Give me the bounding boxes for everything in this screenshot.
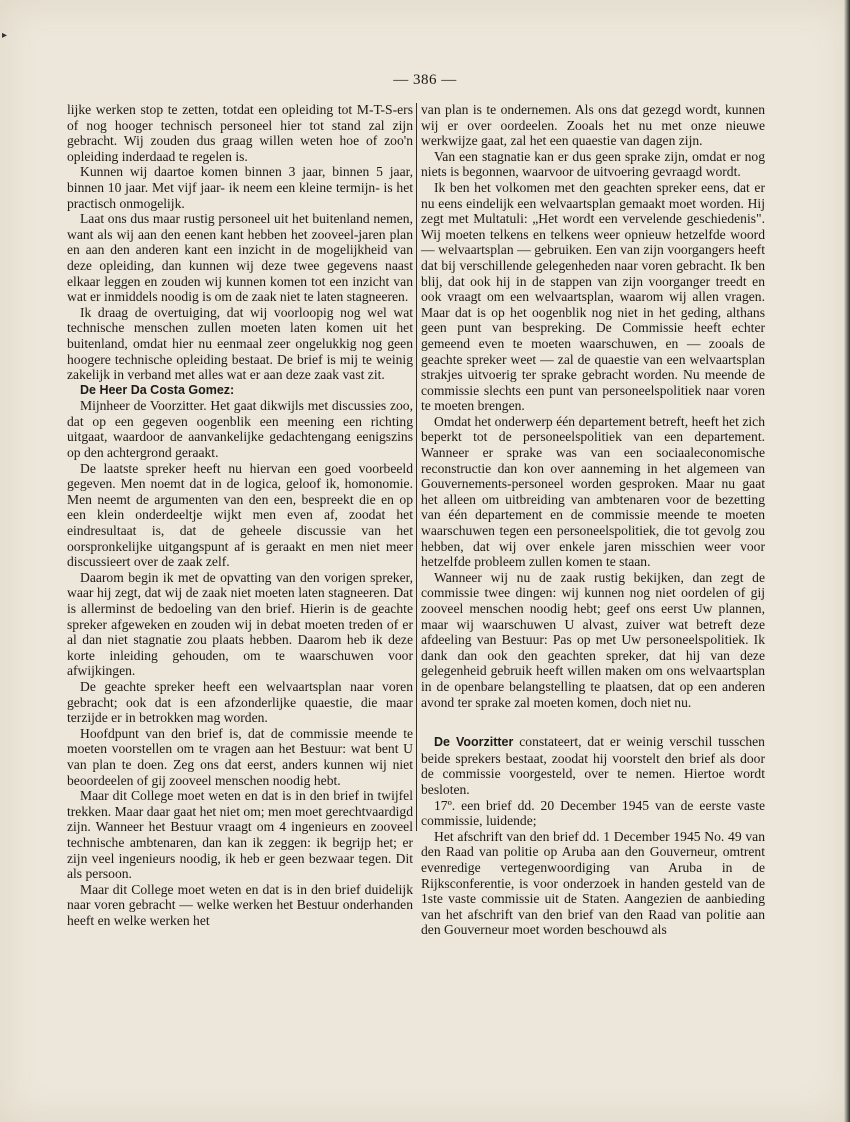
paragraph: Kunnen wij daartoe komen binnen 3 jaar, binnen 5 jaar, binnen 10 jaar. Met vijf jaar- ik neem een kleine termijn- is het practisch onmogelijk.: [67, 164, 413, 211]
section-gap: [421, 710, 765, 734]
paragraph: De laatste spreker heeft nu hiervan een goed voorbeeld gegeven. Men noemt dat in de logica, geloof ik, homonomie. Men neemt de argumenten van den een, bespreekt die en op een klein onderdeeltje wijkt men even af, zoodat het eindresultaat is, dat de geheele discussie van het oorspronkelijke uitgangspunt af is geraakt en men niet meer discussieert over de zaak zelf.: [67, 460, 413, 570]
paragraph: Ik draag de overtuiging, dat wij voorloopig nog wel wat technische menschen zullen moeten laten komen uit het buitenland, omdat hier nu eenmaal zeer ongelukkig nog geen hoogere technische opleiding bestaat. De brief is mij te weinig zakelijk in verband met alles wat er aan deze zaak vast zit.: [67, 304, 413, 383]
paragraph: Van een stagnatie kan er dus geen sprake zijn, omdat er nog niets is begonnen, waarvoor de uitvoering gevraagd wordt.: [421, 148, 765, 180]
paragraph: Daarom begin ik met de opvatting van den vorigen spreker, waar hij zegt, dat wij de zaak niet moeten laten stagneeren. Dat is allerminst de bedoeling van den brief. Hierin is de geachte spreker afgeweken en zouden wij in debat moeten treden of er al dan niet stagnatie zou plaats hebben. Daarom heb ik deze korte inleiding gehouden, om te waarschuwen voor afwijkingen.: [67, 569, 413, 679]
paragraph: Hoofdpunt van den brief is, dat de commissie meende te moeten voorstellen om te vragen aan het Bestuur: wat bent U van plan te doen. Zeg ons dat eerst, anders kunnen wij niet beoordeelen of gij zooveel menschen noodig hebt.: [67, 725, 413, 788]
column-divider: [416, 103, 417, 831]
paragraph: Laat ons dus maar rustig personeel uit het buitenland nemen, want als wij aan den eenen kant hebben het zooveel-jaren plan en aan den anderen kant een inzicht in de mogelijkheid van deze opleiding, dan kunnen wij deze twee gegevens naast elkaar leggen en zouden wij kunnen komen tot een inzicht van wat er inmiddels noodig is om de zaak niet te laten stagneeren.: [67, 211, 413, 305]
paragraph: 17º. een brief dd. 20 December 1945 van de eerste vaste commissie, luidende;: [421, 797, 765, 829]
paragraph: De geachte spreker heeft een welvaartsplan naar voren gebracht; ook dat is een afzonderlijke quaestie, die maar terzijde er in betrokken mag worden.: [67, 678, 413, 726]
scan-mark: ▸: [2, 30, 8, 41]
page-number: — 386 —: [393, 72, 457, 88]
paragraph: van plan is te ondernemen. Als ons dat gezegd wordt, kunnen wij er over oordeelen. Zooals het nu met onze nieuwe werkwijze gaat, zal het een quaestie van dagen zijn.: [421, 102, 765, 149]
paragraph: Ik ben het volkomen met den geachten spreker eens, dat er nu eens eindelijk een welvaartsplan gemaakt moet worden. Hij zegt met Multatuli: „Het wordt een vervelende geschiedenis". Wij moeten telkens en telkens weer opnieuw hetzelfde woord — welvaartsplan — gebruiken. Een van zijn voorgangers heeft dat bij verschillende gelegenheden naar voren gebracht. Ik ben blij, dat ook hij in de stappen van zijn voorganger treedt en ook vraagt om een welvaartsplan, waarom wij allen vragen. Maar dat is op het oogenblik nog niet in het geding, althans geen punt van bespreking. De Commissie heeft echter gemeend even te moeten waarschuwen, en — zooals de geachte spreker weet — zal de quaestie van een welvaartsplan strakjes uitvoerig ter sprake gebracht worden. Nu meende de commissie slechts een punt van personeelspolitiek naar voren te moeten brengen.: [421, 179, 765, 414]
right-column: [421, 102, 765, 938]
chair-paragraph: [421, 734, 765, 797]
left-column: [67, 102, 413, 928]
paragraph: Het afschrift van den brief dd. 1 December 1945 No. 49 van den Raad van politie op Aruba aan den Gouverneur, omtrent evenredige vertegenwoordiging van Aruba in de Rijksconferentie, is voor onderzoek in handen gesteld van de 1ste vaste commissie uit de Staten. Aangezien de aanbieding van het afschrift van den brief van den Raad van politie aan den Gouverneur moet worden beschouwd als: [421, 828, 765, 938]
paragraph: Maar dit College moet weten en dat is in den brief duidelijk naar voren gebracht — welke werken het Bestuur onderhanden heeft en welke werken het: [67, 881, 413, 928]
page-edge: [844, 0, 850, 1122]
paragraph: Omdat het onderwerp één departement betreft, heeft het zich beperkt tot de personeelspolitiek van een departement. Wanneer er sprake was van een sociaaleconomische reconstructie dan kon over aanneming in het algemeen van Gouvernements-personeel worden gesproken. Maar nu gaat het alleen om uitbreiding van ambtenaren voor de bezetting van één departement en de commissie meende te moeten waarschuwen tegen een personeelspolitiek, die tot gevolg zou hebben, dat wij over enkele jaren misschien weer voor hetzelfde probleem zullen komen te staan.: [421, 413, 765, 570]
chair-text: constateert, dat er weinig verschil tusschen beide sprekers bestaat, zoodat hij voorstelt den brief als door de commissie voorgesteld, over te nemen. Hiertoe wordt besloten.: [421, 734, 765, 797]
paragraph: Maar dit College moet weten en dat is in den brief in twijfel trekken. Maar daar gaat het niet om; men moet gerechtvaardigd zijn. Wanneer het Bestuur vraagt om 4 ingenieurs en zooveel technische ambtenaren, dan kan ik zeggen: ik begrijp het; er zijn veel ingenieurs noodig, ik heb er geen bezwaar tegen. Dit als persoon.: [67, 788, 413, 882]
paragraph: Mijnheer de Voorzitter. Het gaat dikwijls met discussies zoo, dat op een gegeven oogenblik een meening een richting uitgaat, waardoor de aanvankelijke gedachtengang eenigszins op den achtergrond geraakt.: [67, 398, 413, 461]
paragraph: lijke werken stop te zetten, totdat een opleiding tot M-T-S-ers of nog hooger technisch personeel hier tot stand zal zijn gebracht. Wij zouden dus graag willen weten hoe of zoo'n opleiding inderdaad te regelen is.: [67, 102, 413, 164]
speaker-heading: De Heer Da Costa Gomez:: [80, 382, 235, 397]
chair-name: De Voorzitter: [434, 735, 514, 750]
paragraph: Wanneer wij nu de zaak rustig bekijken, dan zegt de commissie twee dingen: wij kunnen nog niet oordelen of gij zooveel menschen noodig hebt; geef ons eerst Uw plannen, maar wij waarschuwen U alvast, zuiver wat betreft deze afdeeling van Bestuur: Pas op met Uw personeelspolitiek. Ik dank dan ook den geachten spreker, dat hij van deze gelegenheid gebruik heeft willen maken om ons welvaartsplan in de openbare belangstelling te plaatsen, dat op een anderen avond ter sprake zal moeten komen, doch niet nu.: [421, 569, 765, 710]
